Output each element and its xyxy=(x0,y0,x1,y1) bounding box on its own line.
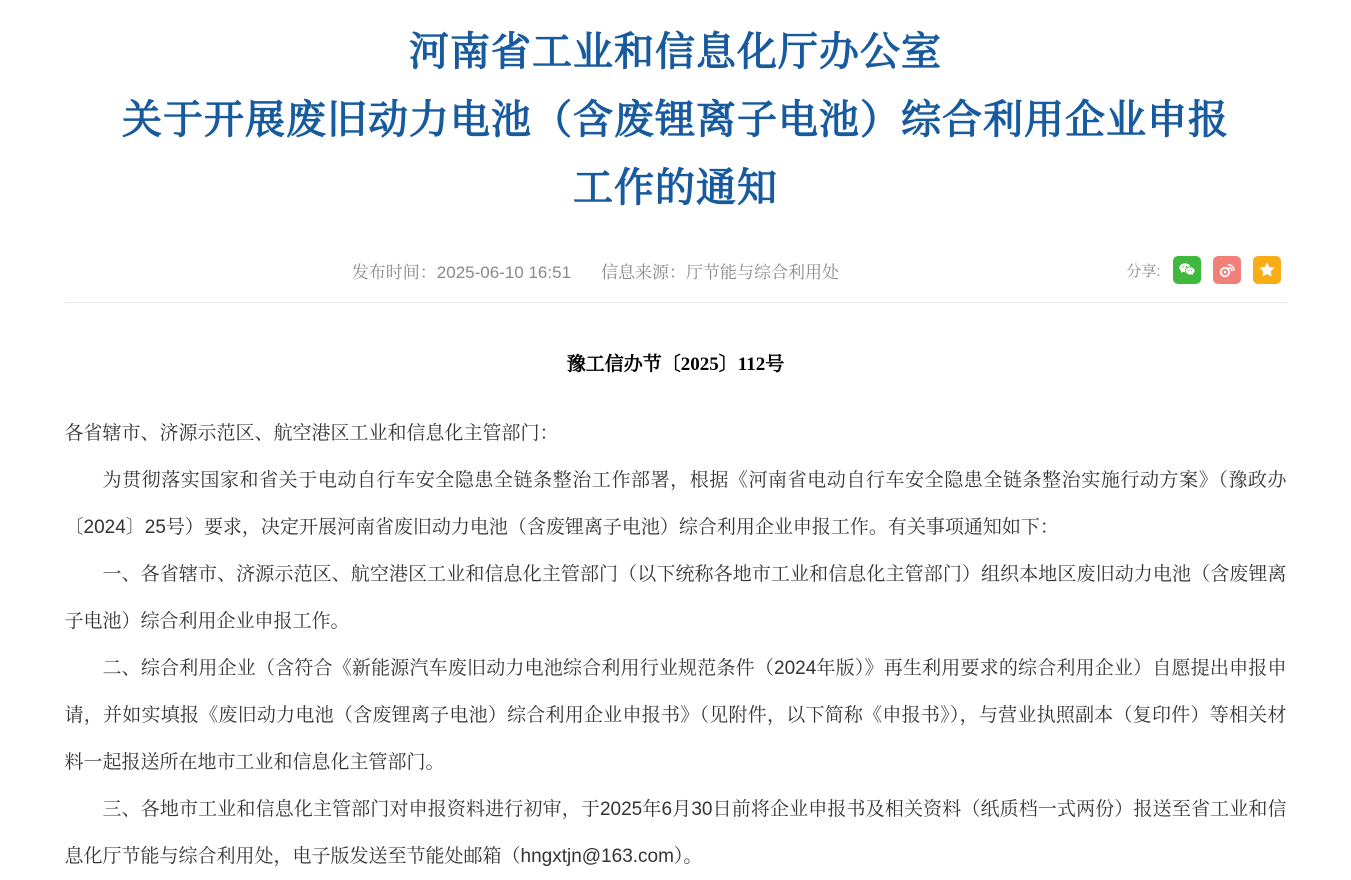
page-title-line-3: 工作的通知 xyxy=(573,166,778,210)
meta-bar xyxy=(65,256,1287,303)
salutation: 各省辖市、济源示范区、航空港区工业和信息化主管部门： xyxy=(64,423,559,444)
page-title-line-2: 关于开展废旧动力电池（含废锂离子电池）综合利用企业申报 xyxy=(122,98,1229,142)
star-icon xyxy=(1256,259,1278,281)
wechat-share-icon[interactable] xyxy=(1173,256,1201,284)
paragraph-item-1: 一、各省辖市、济源示范区、航空港区工业和信息化主管部门（以下统称各地市工业和信息化主管部门）组织本地区废旧动力电池（含废锂离子电池）综合利用企业申报工作。 xyxy=(64,564,1287,632)
notice-page xyxy=(65,18,1287,880)
publish-time-value: 2025-06-10 16:51 xyxy=(436,262,572,282)
source-value: 厅节能与综合利用处 xyxy=(686,262,840,282)
weibo-icon xyxy=(1216,259,1238,281)
wechat-icon xyxy=(1176,259,1198,281)
paragraph-intro: 为贯彻落实国家和省关于电动自行车安全隐患全链条整治工作部署，根据《河南省电动自行车安全隐患全链条整治实施行动方案》（豫政办〔2024〕25号）要求，决定开展河南省废旧动力电池（含废锂离子电池）综合利用企业申报工作。有关事项通知如下： xyxy=(64,470,1287,538)
share-bar xyxy=(1126,256,1286,284)
publish-time-label: 发布时间： xyxy=(351,262,437,282)
meta-text xyxy=(65,258,1127,283)
article-body xyxy=(65,410,1287,880)
page-title-line-1: 河南省工业和信息化厅办公室 xyxy=(409,30,942,74)
paragraph-item-2: 二、综合利用企业（含符合《新能源汽车废旧动力电池综合利用行业规范条件（2024年版）》再生利用要求的综合利用企业）自愿提出申报申请，并如实填报《废旧动力电池（含废锂离子电池）综合利用企业申报书》（见附件，以下简称《申报书》），与营业执照副本（复印件）等相关材料一起报送所在地市工业和信息化主管部门。 xyxy=(64,658,1287,773)
doc-number: 豫工信办节〔2025〕112号 xyxy=(566,354,785,375)
share-label: 分享: xyxy=(1126,262,1161,280)
source-label: 信息来源： xyxy=(601,262,687,282)
qzone-star-share-icon[interactable] xyxy=(1253,256,1281,284)
paragraph-item-3: 三、各地市工业和信息化主管部门对申报资料进行初审，于2025年6月30日前将企业申报书及相关资料（纸质档一式两份）报送至省工业和信息化厅节能与综合利用处，电子版发送至节能处邮箱（hngxtjn@163.com）。 xyxy=(64,799,1287,867)
page-title xyxy=(65,18,1287,222)
weibo-share-icon[interactable] xyxy=(1213,256,1241,284)
